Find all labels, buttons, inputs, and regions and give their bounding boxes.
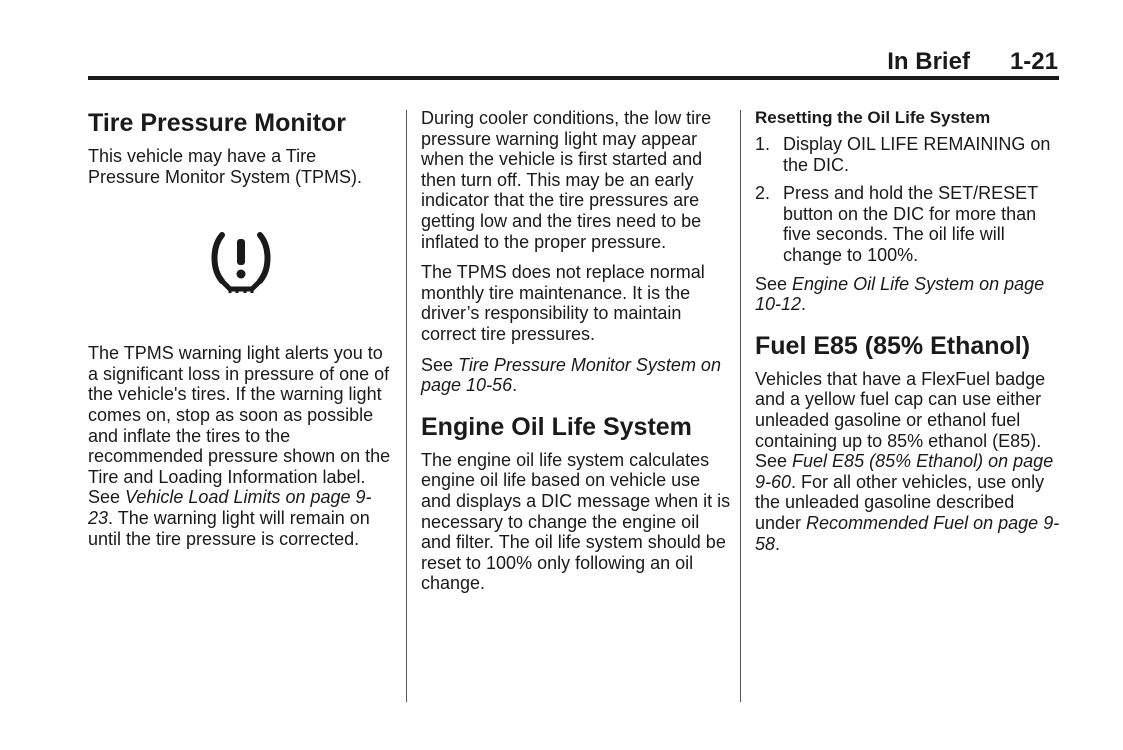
list-item: 2. Press and hold the SET/RESET button on the DIC for more than five seconds. The oil life will change to 100%.	[755, 183, 1038, 265]
oil-life-paragraph: The engine oil life system calculates engine oil life based on vehicle use and displays a DIC message when it is necessary to change the engine oil and filter. The oil life system should be reset to 100% only following an oil change.	[421, 449, 731, 594]
section-title-fuel-e85: Fuel E85 (85% Ethanol)	[755, 331, 1031, 360]
fuel-paragraph: Vehicles that have a FlexFuel badge and a yellow fuel cap can use either unleaded gasoline or ethanol fuel containing up to 85% ethanol (E85). See Fuel E85 (85% Ethanol) on page 9-60. For all other vehicles, use only the unleaded gasoline described under Recommended Fuel on page 9-58.	[755, 368, 1060, 554]
tpms-see-also: See Tire Pressure Monitor System on page 10-56.	[421, 354, 721, 396]
tpms-intro: This vehicle may have a Tire Pressure Monitor System (TPMS).	[88, 146, 363, 187]
tpms-warning-icon	[208, 229, 274, 295]
cross-reference: Fuel E85 (85% Ethanol) on page 9-60	[755, 451, 1054, 492]
column-1	[88, 108, 393, 559]
column-divider	[406, 110, 407, 702]
header-section: In Brief	[887, 48, 970, 75]
tpms-body: The TPMS warning light alerts you to a significant loss in pressure of one of the vehicle's tires. If the warning light comes on, stop as soon as possible and inflate the tires to the recommended pressure shown on the Tire and Loading Information label. See Vehicle Load Limits on page 9-23. The warning light will remain on until the tire pressure is corrected.	[88, 343, 391, 549]
column-2	[421, 108, 731, 604]
reset-steps	[755, 134, 1065, 266]
tpms-cold-paragraph: During cooler conditions, the low tire pressure warning light may appear when the vehicle is first started and then turn off. This may be an early indicator that the tire pressures are getting low and the tires need to be inflated to the proper pressure.	[421, 108, 712, 252]
list-item: 1. Display OIL LIFE REMAINING on the DIC.	[755, 134, 1051, 175]
tpms-icon-figure	[88, 199, 393, 325]
cross-reference: Vehicle Load Limits on page 9-23	[88, 487, 372, 528]
header-rule	[88, 76, 1059, 80]
tpms-maintenance-paragraph: The TPMS does not replace normal monthly tire maintenance. It is the driver’s responsibility to maintain correct tire pressures.	[421, 262, 705, 344]
page-number: 1-21	[1009, 48, 1058, 75]
subsection-title-reset: Resetting the Oil Life System	[755, 108, 991, 127]
cross-reference: Engine Oil Life System on page 10-12	[755, 273, 1045, 315]
cross-reference: Recommended Fuel on page 9-58	[755, 512, 1060, 554]
section-title-oil-life: Engine Oil Life System	[421, 412, 692, 441]
column-divider	[740, 110, 741, 702]
running-header	[887, 48, 1058, 76]
cross-reference: Tire Pressure Monitor System on page 10-56	[421, 354, 721, 396]
section-title-tpms: Tire Pressure Monitor	[88, 109, 346, 137]
column-3	[755, 108, 1065, 564]
oil-see-also: See Engine Oil Life System on page 10-12.	[755, 273, 1045, 315]
